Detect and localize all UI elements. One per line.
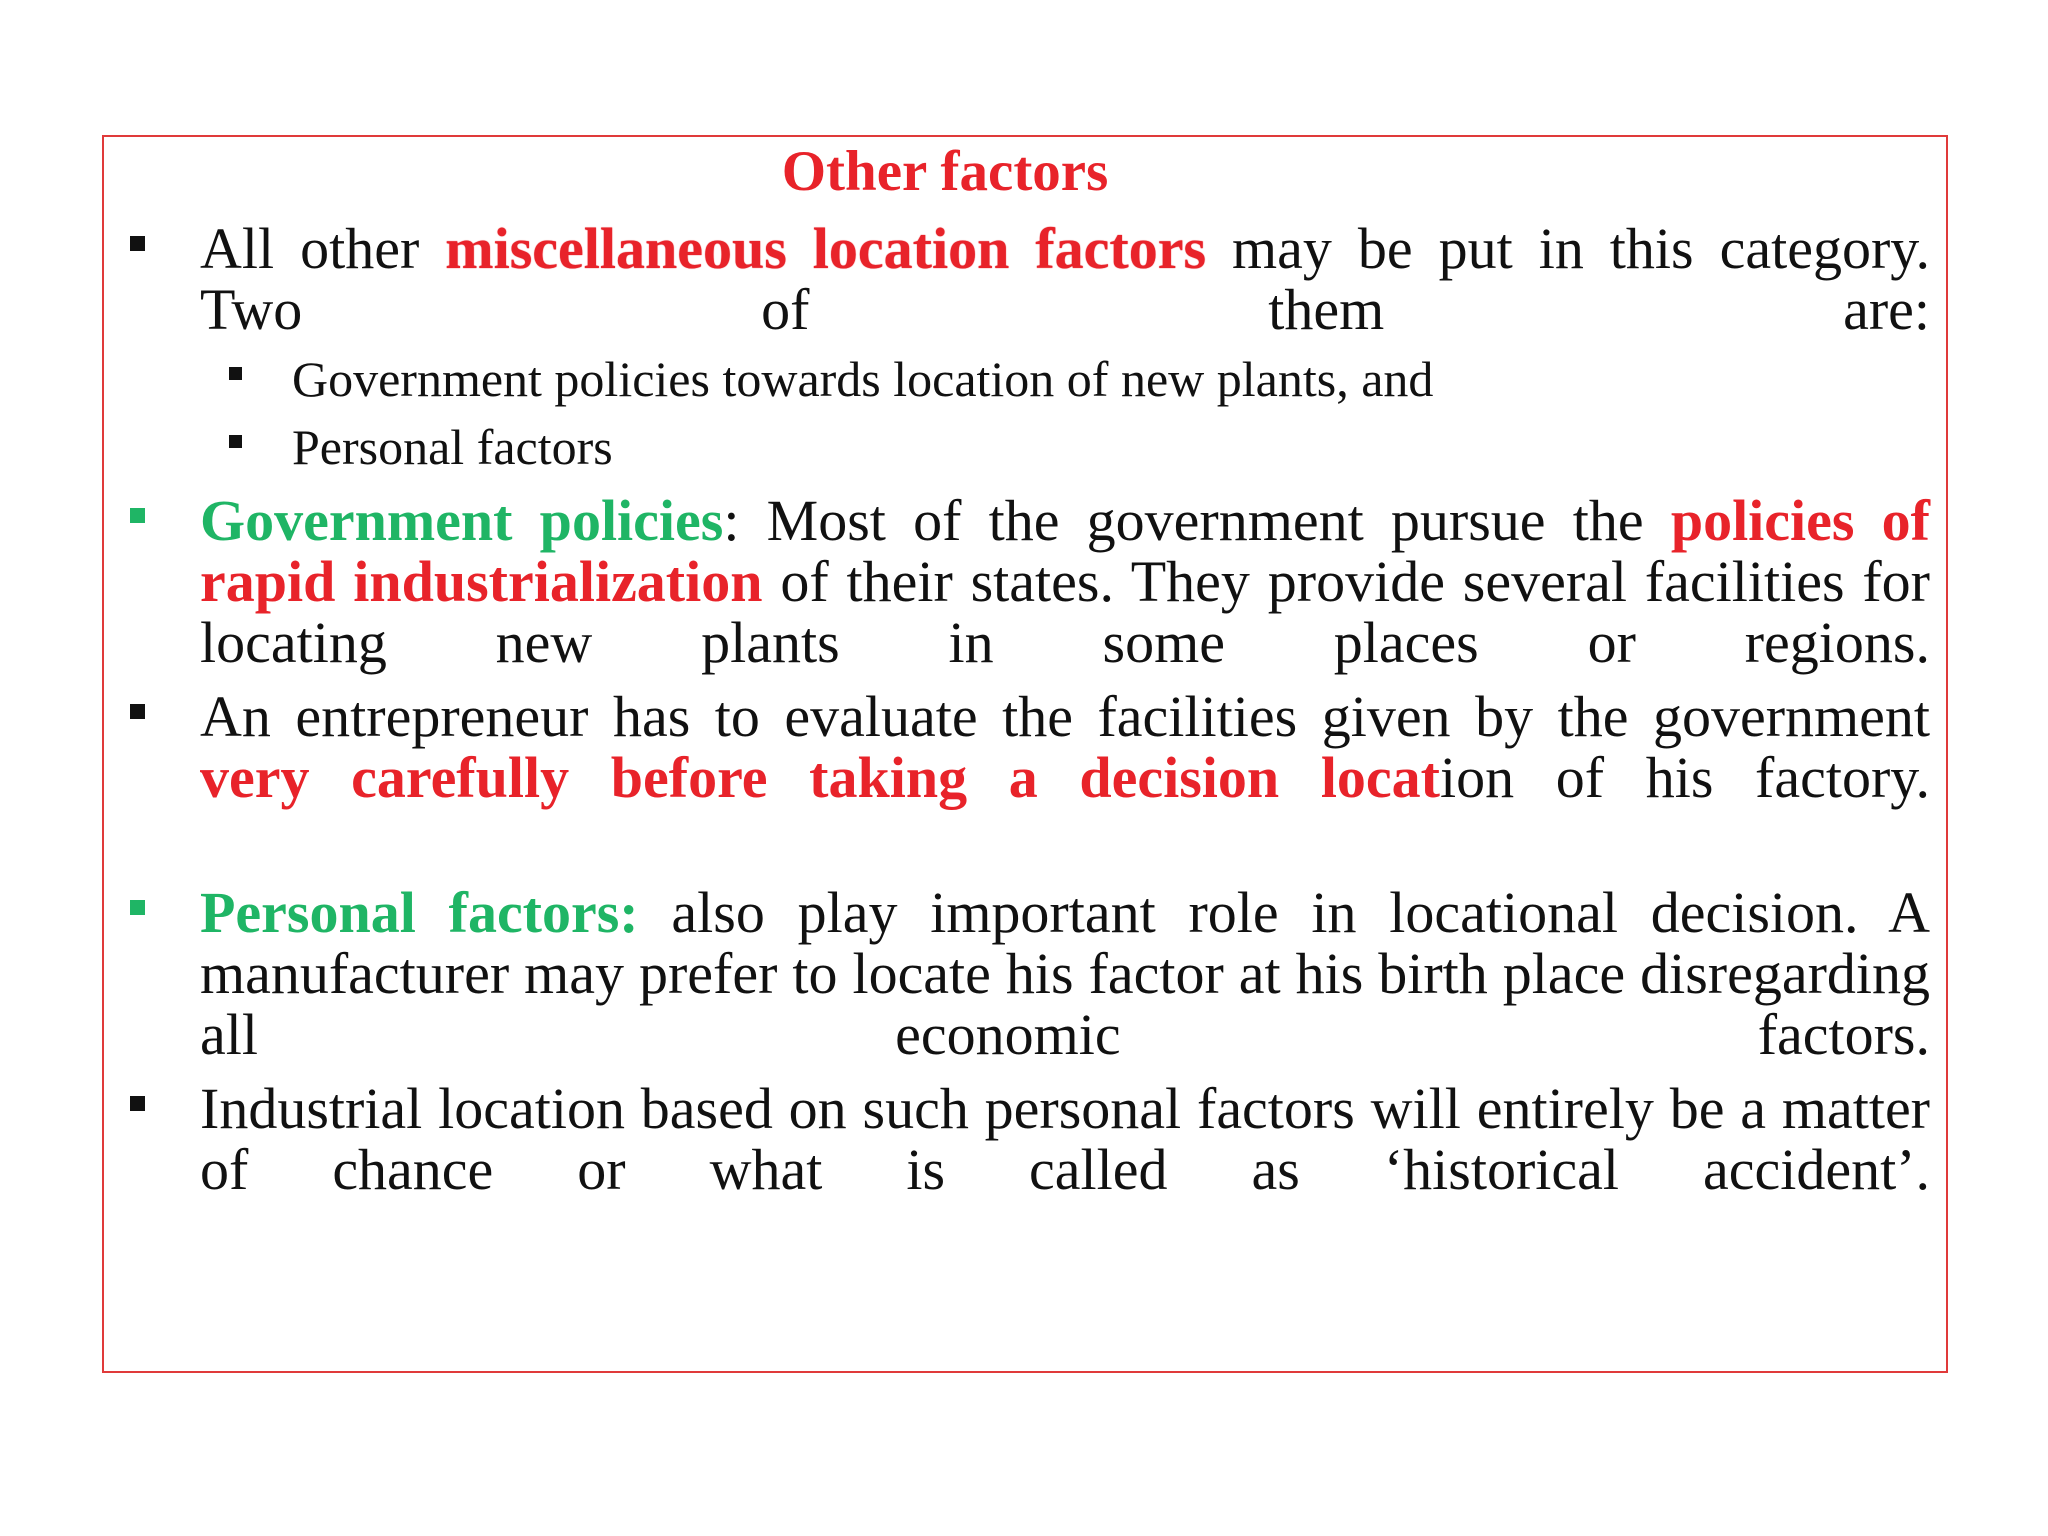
sub-item-government-policies (292, 349, 1433, 409)
bullet-text-part: also play important role in locational decision. A manufacturer may prefer to locate his factor at his birth place disregarding all economic factors. (200, 880, 1930, 1067)
bullet-entrepreneur (200, 686, 1930, 869)
bullet-label: Personal factors: (200, 880, 639, 945)
bullet-label: Government policies (200, 488, 724, 553)
square-bullet-icon (130, 1096, 145, 1111)
bullet-text-part: All other (200, 216, 446, 281)
square-bullet-icon (130, 236, 145, 251)
bullet-text-part: Industrial location based on such personal factors will entirely be a matter of chance or what is called as ‘historical accident’. (200, 1076, 1930, 1202)
highlight-text: policies of rapid industrialization (200, 488, 1930, 614)
sub-item-label: Government policies towards location of new plants, and (292, 351, 1434, 407)
square-bullet-icon (130, 900, 145, 915)
square-bullet-icon (130, 704, 145, 719)
square-bullet-icon (229, 367, 242, 380)
square-bullet-icon (130, 508, 145, 523)
highlight-text: very carefully before taking a decision locat (200, 745, 1440, 810)
highlight-text: miscellaneous location factors (445, 216, 1207, 281)
bullet-industrial-location (200, 1078, 1930, 1261)
bullet-text-part: may be put in this category. Two of them are: (200, 216, 1930, 342)
bullet-text-part: of their states. They provide several facilities for locating new plants in some places or regions. (200, 549, 1930, 675)
bullet-text-part: An entrepreneur has to evaluate the facilities given by the government (200, 684, 1930, 749)
sub-item-personal-factors (292, 417, 613, 477)
bullet-text-part: ion of his factory. (1440, 745, 1931, 810)
square-bullet-icon (229, 435, 242, 448)
slide-title: Other factors (781, 140, 1109, 203)
bullet-text-part: : Most of the government pursue the (723, 488, 1671, 553)
sub-item-label: Personal factors (292, 419, 613, 475)
